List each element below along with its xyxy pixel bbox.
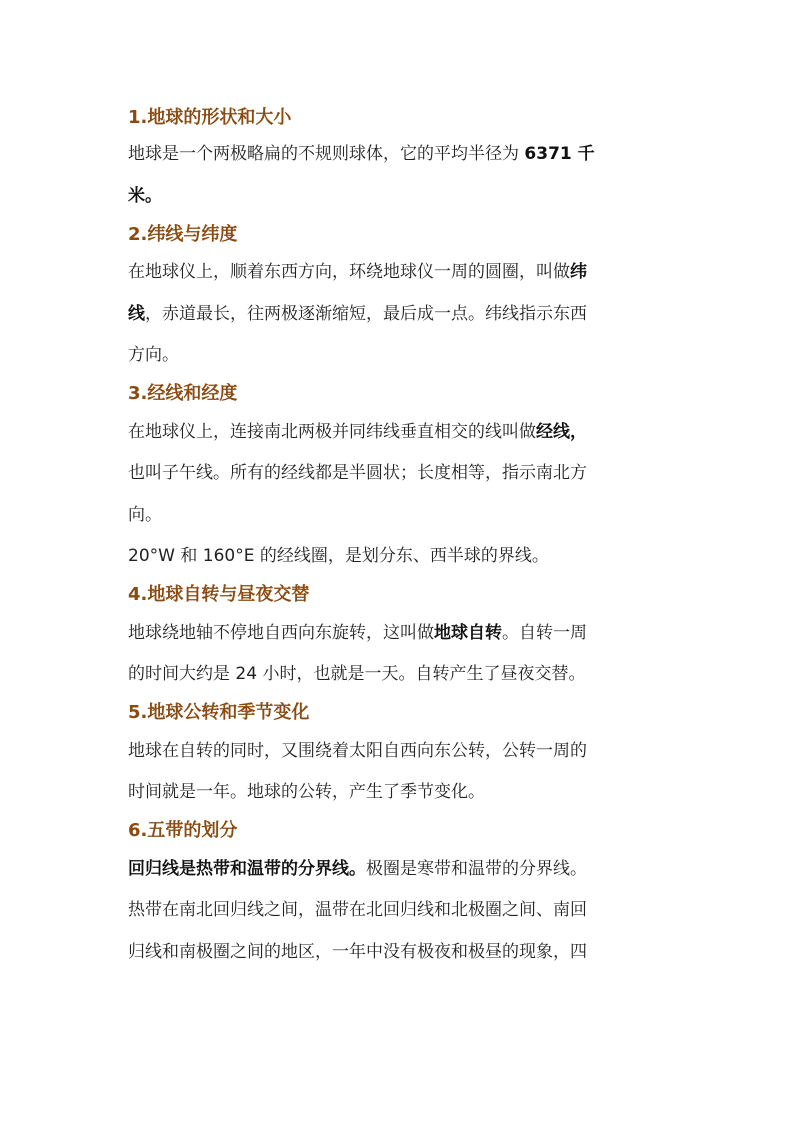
section-heading: 1.地球的形状和大小 [128, 107, 292, 128]
section-rotation [128, 578, 668, 696]
section-heading: 4.地球自转与昼夜交替 [128, 584, 310, 605]
section-revolution [128, 696, 668, 814]
text-run: 在地球仪上，连接南北两极并同纬线垂直相交的线叫做 [128, 421, 536, 442]
section-body [128, 613, 668, 696]
section-heading: 3.经线和经度 [128, 383, 238, 404]
bold-text-run: 经线， [536, 421, 587, 442]
text-line [128, 252, 668, 294]
text-line [128, 890, 668, 932]
section-body [128, 134, 668, 217]
bold-text-run: 线 [128, 303, 145, 324]
text-line [128, 654, 668, 696]
text-line [128, 335, 668, 377]
section-body [128, 849, 668, 974]
section-longitude [128, 377, 668, 578]
bold-text-run: 回归线是热带和温带的分界线。 [128, 858, 366, 879]
text-line [128, 932, 668, 974]
text-run: 时间就是一年。地球的公转，产生了季节变化。 [128, 782, 485, 802]
section-heading: 6.五带的划分 [128, 820, 238, 841]
text-run: 20°W 和 160°E 的经线圈，是划分东、西半球的界线。 [128, 546, 549, 566]
section-heading: 2.纬线与纬度 [128, 223, 238, 245]
text-line [128, 134, 668, 176]
text-run: 热带在南北回归线之间，温带在北回归线和北极圈之间、南回 [128, 900, 587, 920]
text-run: 的时间大约是 24 小时，也就是一天。自转产生了昼夜交替。 [128, 664, 586, 684]
section-body [128, 252, 668, 377]
text-run: 方向。 [128, 345, 179, 365]
section-heading: 5.地球公转和季节变化 [128, 702, 310, 723]
section-five-zones [128, 814, 668, 974]
section-body [128, 412, 668, 578]
text-run: 地球在自转的同时，又围绕着太阳自西向东公转，公转一周的 [128, 740, 587, 761]
bold-text-run: 纬 [570, 262, 587, 282]
text-line [128, 613, 668, 655]
text-line [128, 176, 668, 218]
text-run: 在地球仪上，顺着东西方向，环绕地球仪一周的圆圈，叫做 [128, 262, 570, 282]
text-run: 向。 [128, 504, 162, 525]
text-line [128, 453, 668, 495]
text-line [128, 536, 668, 578]
text-run: 也叫子午线。所有的经线都是半圆状；长度相等，指示南北方 [128, 463, 587, 483]
document-content [128, 102, 668, 973]
text-line [128, 294, 668, 336]
text-run: 地球绕地轴不停地自西向东旋转，这叫做 [128, 622, 434, 643]
section-shape-size [128, 102, 668, 217]
bold-text-run: 米。 [128, 185, 162, 206]
text-run: 。自转一周 [502, 622, 587, 643]
text-line [128, 495, 668, 537]
text-run: 极圈是寒带和温带的分界线。 [366, 858, 587, 879]
text-run: 归线和南极圈之间的地区，一年中没有极夜和极昼的现象，四 [128, 941, 587, 962]
bold-text-run: 6371 千 [524, 144, 595, 164]
text-run: ，赤道最长，往两极逐渐缩短，最后成一点。纬线指示东西 [145, 303, 587, 324]
text-line [128, 849, 668, 891]
text-line [128, 772, 668, 814]
text-line [128, 731, 668, 773]
section-body [128, 731, 668, 814]
bold-text-run: 地球自转 [434, 622, 502, 643]
section-latitude [128, 217, 668, 377]
text-line [128, 412, 668, 454]
text-run: 地球是一个两极略扁的不规则球体，它的平均半径为 [128, 144, 525, 164]
